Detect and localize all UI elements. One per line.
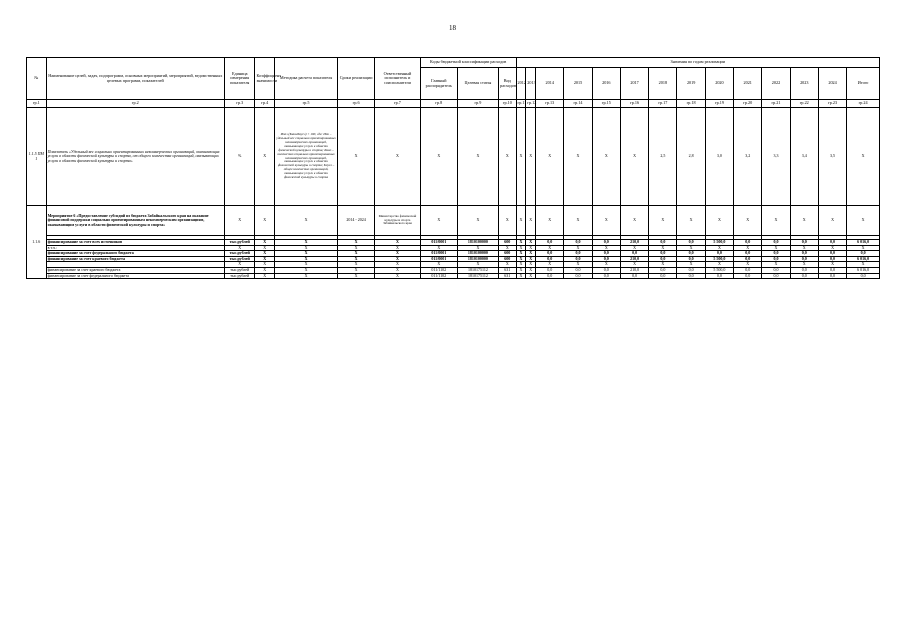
funding-value: 0,0 — [592, 240, 620, 246]
funding-value: Х — [564, 245, 592, 251]
funding-value: Х — [734, 245, 762, 251]
indicator-term: Х — [338, 108, 375, 206]
funding-value: 0,0 — [564, 240, 592, 246]
funding-value: 0,0 — [818, 240, 846, 246]
indicator-value: 3,5 — [818, 108, 846, 206]
funding-value: 0,0 — [592, 256, 620, 262]
funding-c5: Х — [275, 267, 338, 273]
funding-value: 0,0 — [734, 256, 762, 262]
funding-value: 0,0 — [818, 273, 846, 279]
funding-unit: тыс.рублей — [224, 267, 254, 273]
funding-value: 0,0 — [734, 273, 762, 279]
col-total: Итого — [847, 68, 880, 100]
funding-value: Х — [649, 245, 677, 251]
funding-c6: Х — [338, 273, 375, 279]
program-table — [26, 57, 880, 279]
funding-value: Х — [516, 256, 526, 262]
col-resp: Ответственный исполнитель и соисполнители — [375, 58, 421, 100]
funding-vr: 600 — [499, 240, 516, 246]
col-number: гр.20 — [734, 100, 762, 108]
event-coef: Х — [255, 206, 275, 236]
col-year: 2022 — [762, 68, 790, 100]
funding-c6: Х — [338, 240, 375, 246]
funding-total: Х — [847, 262, 880, 268]
funding-unit: тыс.рублей — [224, 251, 254, 257]
funding-value: 0,0 — [564, 273, 592, 279]
funding-value: 0,0 — [677, 240, 705, 246]
funding-c6: Х — [338, 256, 375, 262]
page-number: 18 — [449, 24, 456, 32]
funding-value: 0,0 — [564, 267, 592, 273]
funding-unit: Х — [224, 262, 254, 268]
col-year: 2017 — [620, 68, 648, 100]
event-value: Х — [592, 206, 620, 236]
funding-name: финансирование за счет федерального бюджета — [46, 273, 224, 279]
funding-c4: Х — [255, 267, 275, 273]
funding-c4: Х — [255, 245, 275, 251]
funding-unit: тыс.рублей — [224, 273, 254, 279]
col-number: гр.6 — [338, 100, 375, 108]
funding-value: 0,0 — [734, 240, 762, 246]
col-number: гр.12 — [526, 100, 536, 108]
funding-grbs: Х — [420, 245, 457, 251]
indicator-value: Х — [592, 108, 620, 206]
funding-grbs: 011/0001 — [420, 251, 457, 257]
funding-value: 0,0 — [592, 267, 620, 273]
funding-value: 0,0 — [536, 273, 564, 279]
event-resp: Министерство физической культуры и спорта Забайкальского края — [375, 206, 421, 236]
funding-c7: Х — [375, 267, 421, 273]
funding-value: 0,0 — [620, 251, 648, 257]
funding-value: 0,0 — [734, 267, 762, 273]
funding-grbs: 011/1102 — [420, 273, 457, 279]
funding-value: 0,0 — [649, 240, 677, 246]
funding-c7: Х — [375, 245, 421, 251]
indicator-name: Показатель «Удельный вес социально ориентированных некоммерческих организаций, оказывающих услуги в области физической культуры и спорта, от общего количества организаций, оказывающих услуги в области физической культуры и спорта» — [46, 108, 224, 206]
col-number: гр.11 — [516, 100, 526, 108]
funding-value: 0,0 — [536, 267, 564, 273]
col-coef: Коэффициент значимости — [255, 58, 275, 100]
funding-value: 0,0 — [818, 256, 846, 262]
event-value: Х — [620, 206, 648, 236]
col-term: Сроки реализации — [338, 58, 375, 100]
funding-value: Х — [677, 262, 705, 268]
funding-c6: Х — [338, 262, 375, 268]
event-term: 2014 - 2024 — [338, 206, 375, 236]
event-method: Х — [275, 206, 338, 236]
funding-value: 0,0 — [790, 240, 818, 246]
col-number: гр.16 — [620, 100, 648, 108]
funding-cs: Х — [457, 262, 498, 268]
col-cs: Целевая статья — [457, 68, 498, 100]
funding-cs: 1810100000 — [457, 256, 498, 262]
funding-c5: Х — [275, 251, 338, 257]
col-number: гр.4 — [255, 100, 275, 108]
col-number: гр.9 — [457, 100, 498, 108]
funding-c7: Х — [375, 240, 421, 246]
funding-value: 0,0 — [762, 273, 790, 279]
col-year: 2018 — [649, 68, 677, 100]
funding-grbs: 011/1102 — [420, 267, 457, 273]
event-cs: Х — [457, 206, 498, 236]
indicator-value: Х — [620, 108, 648, 206]
col-number: гр.3 — [224, 100, 254, 108]
indicator-grbs: Х — [420, 108, 457, 206]
funding-value: 0,0 — [649, 273, 677, 279]
col-year: 2015 — [564, 68, 592, 100]
funding-value: 210,0 — [620, 256, 648, 262]
funding-c7: Х — [375, 273, 421, 279]
funding-value: Х — [592, 245, 620, 251]
funding-value: Х — [649, 262, 677, 268]
funding-value: 5 500,0 — [705, 256, 733, 262]
funding-value: Х — [526, 245, 536, 251]
col-number: гр.1 — [27, 100, 47, 108]
indicator-value: Х — [536, 108, 564, 206]
funding-value: Х — [526, 240, 536, 246]
funding-total: 6 016,0 — [847, 267, 880, 273]
indicator-value: 2,8 — [677, 108, 705, 206]
event-value: Х — [790, 206, 818, 236]
funding-c6: Х — [338, 251, 375, 257]
funding-total: 6 016,0 — [847, 256, 880, 262]
col-year: 2020 — [705, 68, 733, 100]
funding-value: 0,0 — [790, 273, 818, 279]
funding-value: Х — [516, 262, 526, 268]
funding-total: 0,0 — [847, 251, 880, 257]
col-year: 2023 — [790, 68, 818, 100]
event-value: Х — [516, 206, 526, 236]
indicator-value: Х — [564, 108, 592, 206]
funding-c6: Х — [338, 245, 375, 251]
event-vr: Х — [499, 206, 516, 236]
funding-value: 0,0 — [677, 256, 705, 262]
indicator-resp: Х — [375, 108, 421, 206]
funding-value: 0,0 — [677, 267, 705, 273]
funding-unit: Х — [224, 245, 254, 251]
event-name: Мероприятие 6 «Предоставление субсидий из бюджета Забайкальского края на оказание финансовой поддержки социально ориентированным некоммерческим организациям, оказывающим услуги в области физической культуры и спорта» — [46, 206, 224, 236]
funding-value: Х — [620, 245, 648, 251]
col-number: гр.17 — [649, 100, 677, 108]
col-number: гр.22 — [790, 100, 818, 108]
funding-name: в т.ч.: — [46, 245, 224, 251]
funding-vr: 600 — [499, 251, 516, 257]
funding-value: 0,0 — [762, 240, 790, 246]
funding-c4: Х — [255, 251, 275, 257]
funding-value: 0,0 — [536, 251, 564, 257]
funding-name: финансирование за счет всех источников — [46, 240, 224, 246]
funding-value: Х — [818, 262, 846, 268]
funding-value: 210,0 — [620, 267, 648, 273]
funding-value: Х — [790, 262, 818, 268]
col-vr: Вид расходов — [499, 68, 516, 100]
funding-value: Х — [790, 245, 818, 251]
funding-value: 0,0 — [536, 240, 564, 246]
funding-c5: Х — [275, 262, 338, 268]
funding-cs: 1810100000 — [457, 251, 498, 257]
funding-value: 0,0 — [592, 273, 620, 279]
funding-c7: Х — [375, 251, 421, 257]
funding-value: 0,0 — [620, 273, 648, 279]
col-values: Значения по годам реализации — [516, 58, 879, 68]
col-year: 2024 — [818, 68, 846, 100]
funding-value: Х — [762, 262, 790, 268]
funding-c5: Х — [275, 240, 338, 246]
col-year: 2014 — [536, 68, 564, 100]
funding-value: 0,0 — [762, 251, 790, 257]
funding-value: Х — [536, 245, 564, 251]
col-method: Методика расчета показателя — [275, 58, 338, 100]
funding-value: 0,0 — [536, 256, 564, 262]
funding-value: Х — [734, 262, 762, 268]
indicator-cs: Х — [457, 108, 498, 206]
funding-value: Х — [705, 245, 733, 251]
funding-c4: Х — [255, 256, 275, 262]
funding-cs: 1810175112 — [457, 273, 498, 279]
funding-value: Х — [620, 262, 648, 268]
col-number: гр.2 — [46, 100, 224, 108]
funding-value: 0,0 — [677, 251, 705, 257]
funding-value: 0,0 — [734, 251, 762, 257]
col-grbs: Главный распорядитель — [420, 68, 457, 100]
funding-value: 0,0 — [818, 267, 846, 273]
indicator-value: 3,2 — [734, 108, 762, 206]
col-number: гр.19 — [705, 100, 733, 108]
indicator-value: 3,4 — [790, 108, 818, 206]
funding-value: 0,0 — [677, 273, 705, 279]
event-value: Х — [818, 206, 846, 236]
funding-value: 0,0 — [762, 267, 790, 273]
event-value: Х — [705, 206, 733, 236]
funding-c4: Х — [255, 273, 275, 279]
event-value: Х — [762, 206, 790, 236]
indicator-value: Х — [526, 108, 536, 206]
indicator-value: 3,3 — [762, 108, 790, 206]
col-number: гр.14 — [564, 100, 592, 108]
event-total: Х — [847, 206, 880, 236]
event-unit: Х — [224, 206, 254, 236]
col-number: гр.13 — [536, 100, 564, 108]
indicator-unit: % — [224, 108, 254, 206]
event-value: Х — [526, 206, 536, 236]
funding-c4: Х — [255, 240, 275, 246]
funding-value: 0,0 — [705, 251, 733, 257]
funding-grbs: 011/0001 — [420, 256, 457, 262]
col-number: гр.23 — [818, 100, 846, 108]
funding-unit: тыс.рублей — [224, 256, 254, 262]
funding-c4: Х — [255, 262, 275, 268]
funding-value: Х — [516, 267, 526, 273]
event-grbs: Х — [420, 206, 457, 236]
col-number: гр.18 — [677, 100, 705, 108]
indicator-value: 3,0 — [705, 108, 733, 206]
funding-value: 0,0 — [564, 256, 592, 262]
event-value: Х — [649, 206, 677, 236]
col-number: гр.21 — [762, 100, 790, 108]
funding-total: 6 016,0 — [847, 240, 880, 246]
col-number: гр.10 — [499, 100, 516, 108]
funding-value: Х — [536, 262, 564, 268]
funding-vr: 631 — [499, 267, 516, 273]
col-year: 2021 — [734, 68, 762, 100]
funding-value: Х — [564, 262, 592, 268]
col-number: гр.7 — [375, 100, 421, 108]
col-number: гр.15 — [592, 100, 620, 108]
funding-value: Х — [818, 245, 846, 251]
funding-name: финансирование за счет краевого бюджета — [46, 267, 224, 273]
funding-vr: 600 — [499, 256, 516, 262]
funding-value: Х — [516, 245, 526, 251]
funding-c5: Х — [275, 245, 338, 251]
indicator-value: 2,5 — [649, 108, 677, 206]
funding-value: 0,0 — [790, 251, 818, 257]
funding-row — [27, 273, 880, 279]
funding-total: 0,0 — [847, 273, 880, 279]
indicator-value: Х — [516, 108, 526, 206]
col-number: гр.5 — [275, 100, 338, 108]
col-num: № — [27, 58, 47, 100]
col-year: 2013 — [526, 68, 536, 100]
funding-c7: Х — [375, 256, 421, 262]
funding-total: Х — [847, 245, 880, 251]
funding-value: 0,0 — [790, 256, 818, 262]
col-unit: Единица измерения показателя — [224, 58, 254, 100]
col-year: 2012 — [516, 68, 526, 100]
col-number: гр.8 — [420, 100, 457, 108]
funding-value: 0,0 — [818, 251, 846, 257]
funding-value: 0,0 — [790, 267, 818, 273]
funding-value: Х — [516, 240, 526, 246]
col-year: 2016 — [592, 68, 620, 100]
funding-c6: Х — [338, 267, 375, 273]
funding-unit: тыс.рублей — [224, 240, 254, 246]
funding-value: 0,0 — [705, 273, 733, 279]
col-year: 2019 — [677, 68, 705, 100]
funding-value: Х — [526, 251, 536, 257]
funding-value: 5 500,0 — [705, 240, 733, 246]
funding-c5: Х — [275, 256, 338, 262]
funding-vr: Х — [499, 262, 516, 268]
funding-value: Х — [526, 256, 536, 262]
funding-value: Х — [516, 273, 526, 279]
funding-name: финансирование за счет краевого бюджета — [46, 256, 224, 262]
indicator-vr: Х — [499, 108, 516, 206]
funding-value: 210,0 — [620, 240, 648, 246]
funding-vr: 631 — [499, 273, 516, 279]
funding-cs: Х — [457, 245, 498, 251]
funding-value: 0,0 — [649, 267, 677, 273]
indicator-coef: Х — [255, 108, 275, 206]
event-num: 1.1.6 — [27, 206, 47, 279]
funding-grbs: 011/0001 — [420, 240, 457, 246]
event-value: Х — [677, 206, 705, 236]
funding-vr: Х — [499, 245, 516, 251]
indicator-method: Ипп=(Кнко/Коусл) × 100, где: Ипп – удельный вес социально ориентированных некоммерческих организаций, оказывающих услуги в области физической культуры и спорта; Кнко – количество социально ориентированных некоммерческих организаций, оказывающих услуги в области физической культуры и спорта; Коусл – общее количество организаций, оказывающих услуги в области физической культуры и спорта — [275, 108, 338, 206]
indicator-total: Х — [847, 108, 880, 206]
funding-value: 0,0 — [649, 256, 677, 262]
funding-value: 0,0 — [592, 251, 620, 257]
funding-value: Х — [592, 262, 620, 268]
funding-value: Х — [526, 262, 536, 268]
funding-c7: Х — [375, 262, 421, 268]
event-row — [27, 206, 880, 236]
funding-c5: Х — [275, 273, 338, 279]
event-value: Х — [564, 206, 592, 236]
event-value: Х — [536, 206, 564, 236]
col-number: гр.24 — [847, 100, 880, 108]
funding-value: 5 500,0 — [705, 267, 733, 273]
funding-value: 0,0 — [762, 256, 790, 262]
funding-cs: 1810175112 — [457, 267, 498, 273]
funding-value: Х — [526, 267, 536, 273]
funding-value: 0,0 — [649, 251, 677, 257]
funding-value: Х — [516, 251, 526, 257]
col-kbk: Коды бюджетной классификации расходов — [420, 58, 516, 68]
col-name: Наименование целей, задач, подпрограмм, основных мероприятий, мероприятий, ведомственных целевых программ, показателей — [46, 58, 224, 100]
funding-cs: 1810100000 — [457, 240, 498, 246]
event-value: Х — [734, 206, 762, 236]
indicator-num: 1.1.5 ПМ 1 — [27, 108, 47, 206]
funding-value: Х — [677, 245, 705, 251]
funding-value: Х — [526, 273, 536, 279]
funding-value: Х — [762, 245, 790, 251]
funding-name: финансирование за счет федерального бюджета — [46, 251, 224, 257]
funding-value: 0,0 — [564, 251, 592, 257]
funding-value: Х — [705, 262, 733, 268]
indicator-row — [27, 108, 880, 206]
funding-grbs: Х — [420, 262, 457, 268]
